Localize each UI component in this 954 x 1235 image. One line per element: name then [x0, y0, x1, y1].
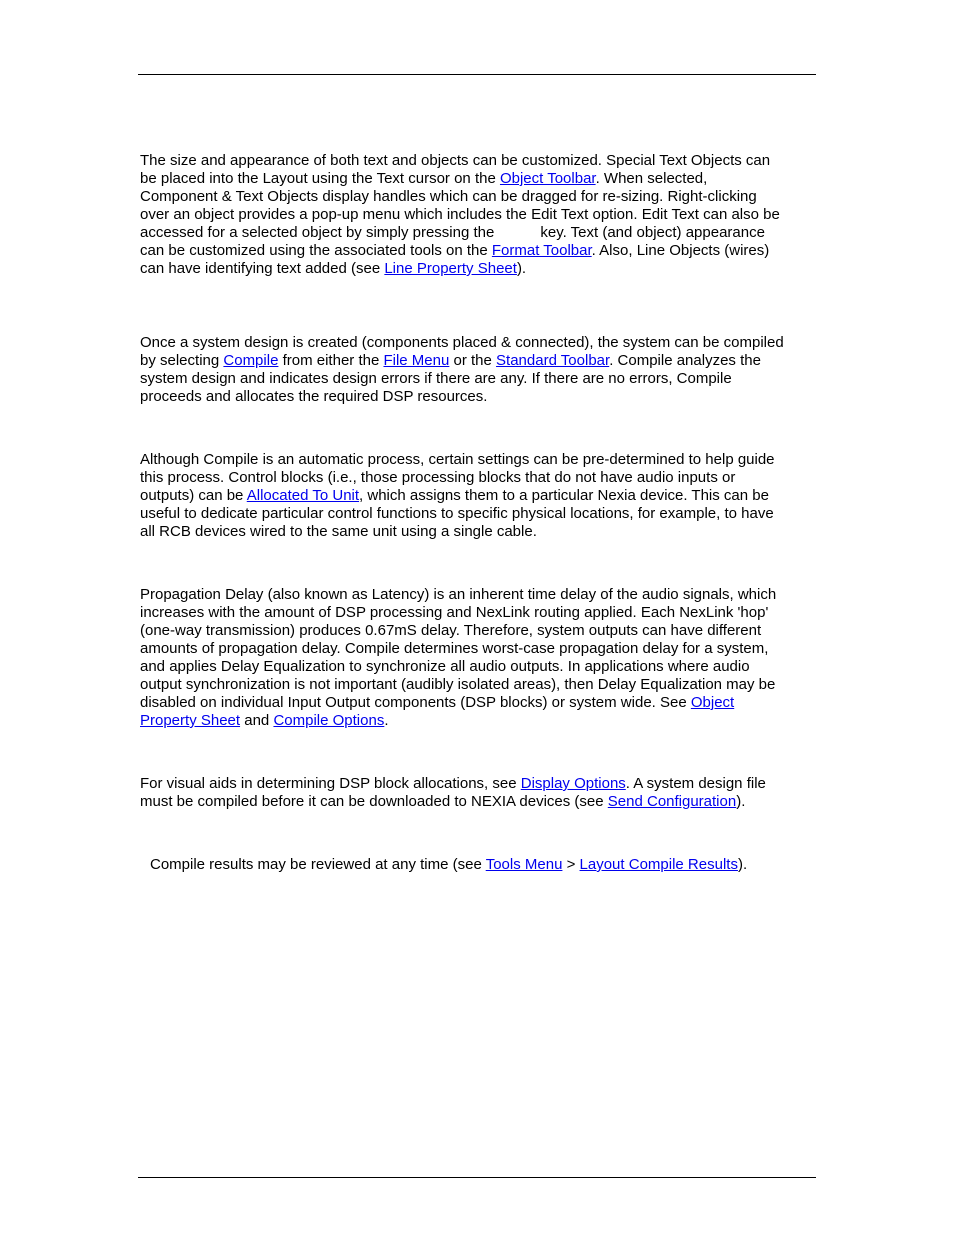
- text-line: (one-way transmission) produces 0.67mS delay. Therefore, system outputs can have different: [140, 622, 762, 639]
- line-property-sheet-link[interactable]: Line Property Sheet: [384, 260, 517, 277]
- compile-link[interactable]: Compile: [223, 352, 279, 369]
- display-options-link[interactable]: Display Options: [520, 775, 626, 792]
- standard-toolbar-link[interactable]: Standard Toolbar: [496, 352, 610, 369]
- text-line: The size and appearance of both text and objects can be customized. Special Text Objects can: [140, 152, 771, 169]
- text-span: . Compile analyzes the: [609, 352, 761, 369]
- allocated-to-unit-link[interactable]: Allocated To Unit: [246, 487, 360, 504]
- paragraph-text-objects: [140, 152, 816, 278]
- text-line: [150, 856, 826, 874]
- text-line: Component & Text Objects display handles which can be dragged for re-sizing. Right-clicking: [140, 188, 757, 205]
- text-line: useful to dedicate particular control functions to specific physical locations, for example, to have: [140, 505, 774, 522]
- text-line: Once a system design is created (components placed & connected), the system can be compiled: [140, 334, 784, 351]
- paragraph-display-options: [140, 775, 816, 811]
- text-line: [140, 487, 816, 505]
- text-span: be placed into the Layout using the Text cursor on the: [140, 170, 500, 187]
- text-line: proceeds and allocates the required DSP resources.: [140, 388, 488, 405]
- text-span: Compile results may be reviewed at any time (see: [150, 856, 486, 873]
- text-line: [140, 712, 816, 730]
- tools-menu-link[interactable]: Tools Menu: [485, 856, 563, 873]
- paragraph-allocation: [140, 451, 816, 541]
- text-line: system design and indicates design errors if there are any. If there are no errors, Compile: [140, 370, 732, 387]
- text-span: For visual aids in determining DSP block allocations, see: [140, 775, 521, 792]
- text-span: by selecting: [140, 352, 224, 369]
- text-span: outputs) can be: [140, 487, 247, 504]
- text-span: ).: [737, 856, 748, 873]
- text-line: amounts of propagation delay. Compile determines worst-case propagation delay for a system,: [140, 640, 769, 657]
- text-line: Although Compile is an automatic process, certain settings can be pre-determined to help guide: [140, 451, 775, 468]
- compile-options-link[interactable]: Compile Options: [273, 712, 385, 729]
- text-line: [140, 260, 816, 278]
- text-span: must be compiled before it can be downloaded to NEXIA devices (see: [140, 793, 608, 810]
- text-line: and applies Delay Equalization to synchronize all audio outputs. In applications where audio: [140, 658, 750, 675]
- footer-rule: [138, 1177, 816, 1178]
- object-toolbar-link[interactable]: Object Toolbar: [499, 170, 596, 187]
- text-span: or the: [449, 352, 497, 369]
- text-span: disabled on individual Input Output components (DSP blocks) or system wide. See: [140, 694, 691, 711]
- text-line: [140, 170, 816, 188]
- text-span: . A system design file: [625, 775, 766, 792]
- text-span: can be customized using the associated tools on the: [140, 242, 492, 259]
- text-span: ).: [736, 793, 746, 810]
- object-property-sheet-link[interactable]: Object: [690, 694, 735, 711]
- text-span: accessed for a selected object by simply pressing the: [140, 224, 495, 241]
- header-rule: [138, 74, 816, 75]
- text-line: [140, 224, 816, 242]
- text-span: , which assigns them to a particular Nexia device. This can be: [359, 487, 769, 504]
- text-line: this process. Control blocks (i.e., those processing blocks that do not have audio inputs or: [140, 469, 736, 486]
- text-line: [140, 242, 816, 260]
- paragraph-compile: [140, 334, 816, 406]
- text-line: [140, 775, 816, 793]
- text-line: increases with the amount of DSP processing and NexLink routing applied. Each NexLink 'hop': [140, 604, 769, 621]
- text-line: output synchronization is not important (audibly isolated areas), then Delay Equalization may be: [140, 676, 776, 693]
- text-span: from either the: [278, 352, 384, 369]
- text-span: key. Text (and object) appearance: [540, 224, 765, 241]
- text-line: [140, 793, 816, 811]
- text-span: . Also, Line Objects (wires): [591, 242, 770, 259]
- text-line: Propagation Delay (also known as Latency) is an inherent time delay of the audio signals, which: [140, 586, 777, 603]
- paragraph-propagation-delay: [140, 586, 816, 730]
- text-span: >: [562, 856, 580, 873]
- text-span: ).: [516, 260, 527, 277]
- text-span: .: [384, 712, 389, 729]
- format-toolbar-link[interactable]: Format Toolbar: [491, 242, 592, 259]
- text-line: over an object provides a pop-up menu which includes the Edit Text option. Edit Text can also be: [140, 206, 780, 223]
- send-configuration-link[interactable]: Send Configuration: [607, 793, 737, 810]
- object-property-sheet-link[interactable]: Property Sheet: [140, 712, 241, 729]
- text-line: [140, 694, 816, 712]
- text-span: . When selected,: [595, 170, 708, 187]
- text-line: [140, 352, 816, 370]
- text-span: can have identifying text added (see: [140, 260, 385, 277]
- text-span: and: [240, 712, 274, 729]
- file-menu-link[interactable]: File Menu: [383, 352, 450, 369]
- text-line: all RCB devices wired to the same unit using a single cable.: [140, 523, 537, 540]
- layout-compile-results-link[interactable]: Layout Compile Results: [579, 856, 738, 873]
- paragraph-compile-results: [150, 856, 826, 874]
